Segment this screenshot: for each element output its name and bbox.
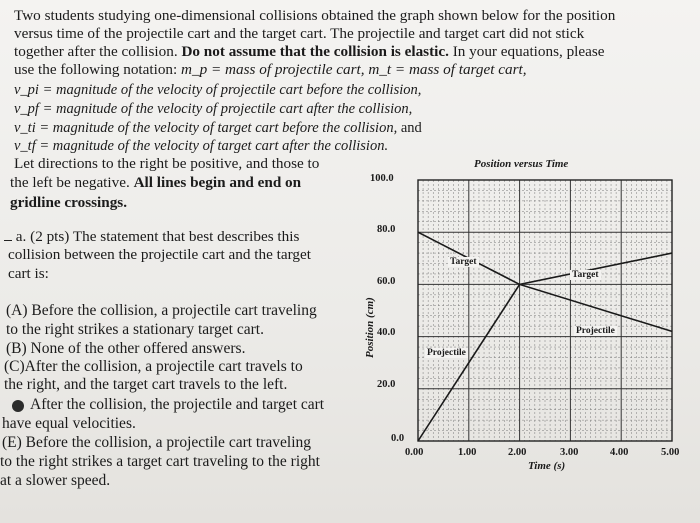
option-e-line-2[interactable]: to the right strikes a target cart traveling to the right	[0, 453, 320, 470]
label-projectile-right: Projectile	[576, 326, 615, 336]
problem-text-7a: v_ti = magnitude of the velocity of target cart before the collision,	[14, 120, 398, 136]
option-e-line-3[interactable]: at a slower speed.	[0, 472, 111, 489]
label-projectile-left: Projectile	[427, 348, 466, 358]
y-tick-0: 0.0	[391, 433, 405, 444]
problem-text-4b: m_p = mass of projectile cart, m_t = mass of target cart,	[181, 61, 527, 78]
problem-text-4a: use the following notation:	[14, 61, 178, 78]
problem-text-7b: and	[400, 120, 422, 136]
chart-title: Position versus Time	[474, 158, 569, 170]
option-a-line-2[interactable]: to the right strikes a stationary target cart.	[6, 321, 264, 338]
problem-line-6: v_pf = magnitude of the velocity of projectile cart after the collision,	[14, 101, 413, 117]
label-target-right: Target	[572, 270, 599, 280]
option-a-line-1[interactable]: (A) Before the collision, a projectile cart traveling	[6, 302, 317, 319]
y-tick-60: 60.0	[377, 276, 396, 287]
x-tick-1: 1.00	[458, 447, 477, 458]
option-d-line-2[interactable]: have equal velocities.	[2, 415, 136, 432]
problem-line-1: Two students studying one-dimensional collisions obtained the graph shown below for the position	[14, 7, 616, 24]
problem-line-2: versus time of the projectile cart and the target cart. The projectile and target cart did not stick	[14, 25, 585, 42]
option-d-line-1[interactable]: After the collision, the projectile and target cart	[30, 396, 325, 413]
x-axis-label: Time (s)	[528, 460, 566, 472]
x-tick-0: 0.00	[405, 447, 424, 458]
x-tick-3: 3.00	[560, 447, 579, 458]
problem-text-3a: together after the collision.	[14, 43, 178, 60]
y-tick-20: 20.0	[377, 379, 396, 390]
question-line-2: collision between the projectile cart and the target	[8, 246, 311, 263]
y-tick-80: 80.0	[377, 224, 396, 235]
question-line-3: cart is:	[8, 265, 49, 282]
question-label: a. (2 pts) The statement that best describes this	[15, 228, 300, 245]
option-b[interactable]: (B) None of the other offered answers.	[6, 340, 246, 357]
problem-text-10a: the left be negative.	[10, 174, 130, 191]
x-tick-2: 2.00	[508, 447, 527, 458]
problem-line-8: v_tf = magnitude of the velocity of target cart after the collision.	[14, 138, 389, 154]
y-axis-label: Position (cm)	[364, 297, 376, 358]
option-e-line-1[interactable]: (E) Before the collision, a projectile cart traveling	[2, 434, 312, 451]
y-tick-100: 100.0	[370, 173, 394, 184]
problem-text-3c: In your equations, please	[452, 43, 605, 60]
option-c-line-1[interactable]: (C)After the collision, a projectile cart travels to	[4, 358, 303, 375]
problem-line-11: gridline crossings.	[10, 194, 128, 211]
x-tick-4: 4.00	[610, 447, 629, 458]
y-tick-40: 40.0	[377, 327, 396, 338]
label-target-left: Target	[450, 257, 477, 267]
problem-text-3b: Do not assume that the collision is elastic.	[181, 43, 449, 60]
option-c-line-2[interactable]: the right, and the target cart travels to the left.	[4, 376, 288, 393]
problem-text-10b: All lines begin and end on	[133, 174, 302, 191]
problem-line-5: v_pi = magnitude of the velocity of projectile cart before the collision,	[14, 82, 422, 98]
x-tick-5: 5.00	[661, 447, 680, 458]
problem-line-9: Let directions to the right be positive, and those to	[14, 155, 320, 172]
